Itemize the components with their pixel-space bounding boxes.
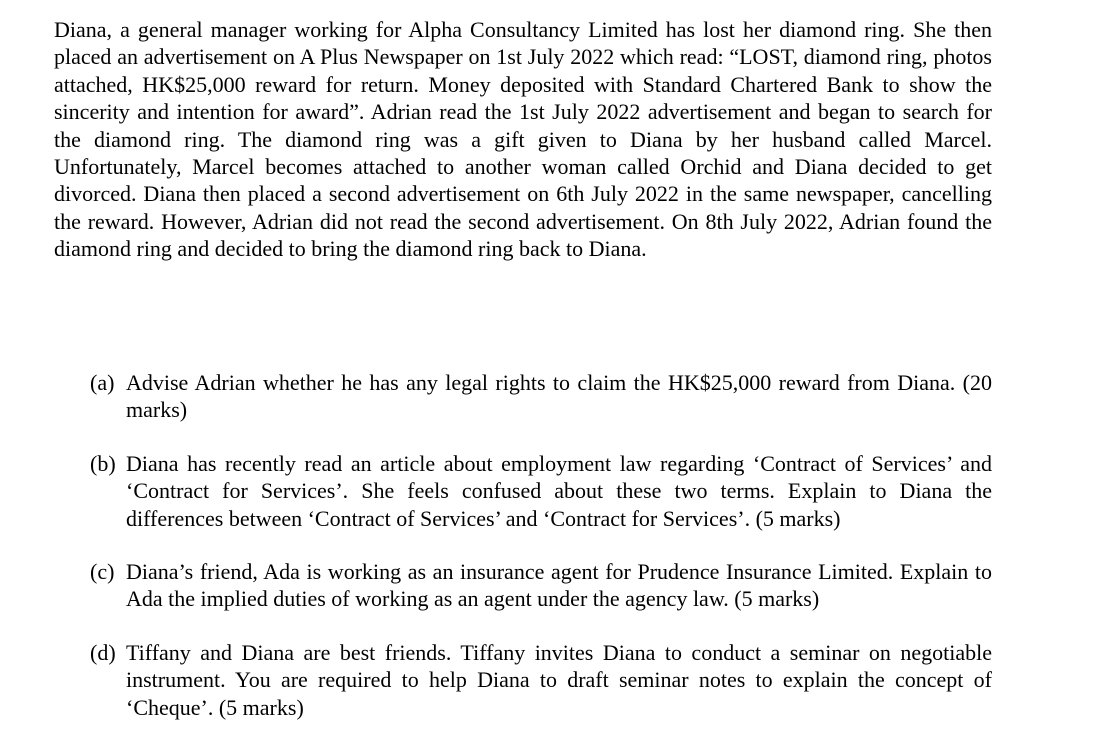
- question-label: (d): [90, 639, 116, 665]
- question-item-a: [90, 369, 992, 424]
- question-label: (a): [90, 370, 115, 395]
- question-label: (c): [90, 559, 115, 585]
- question-item-d: [90, 639, 992, 721]
- question-label: (b): [90, 450, 116, 476]
- question-text: Diana has recently read an article about employment law regarding ‘Contract of Services’ and ‘Contract for Services’. She feels confused about these two terms. Explain to Diana the differences between ‘Contract of Services’ and ‘Contract for Services’. (5 marks): [126, 450, 992, 531]
- question-list: [90, 369, 992, 721]
- question-text: Advise Adrian whether he has any legal rights to claim the HK$25,000 reward from Diana. (20 marks): [126, 370, 992, 423]
- question-item-c: [90, 558, 992, 613]
- question-item-b: [90, 450, 992, 532]
- question-text: Diana’s friend, Ada is working as an insurance agent for Prudence Insurance Limited. Explain to Ada the implied duties of working as an agent under the agency law. (5 marks): [126, 559, 992, 612]
- question-text: Tiffany and Diana are best friends. Tiffany invites Diana to conduct a seminar on negotiable instrument. You are required to help Diana to draft seminar notes to explain the concept of ‘Cheque’. (5 marks): [126, 639, 992, 720]
- case-scenario-paragraph: Diana, a general manager working for Alpha Consultancy Limited has lost her diamond ring. She then placed an advertisement on A Plus Newspaper on 1st July 2022 which read: “LOST, diamond ring, photos attached, HK$25,000 reward for return. Money deposited with Standard Chartered Bank to show the sincerity and intention for award”. Adrian read the 1st July 2022 advertisement and began to search for the diamond ring. The diamond ring was a gift given to Diana by her husband called Marcel. Unfortunately, Marcel becomes attached to another woman called Orchid and Diana decided to get divorced. Diana then placed a second advertisement on 6th July 2022 in the same newspaper, cancelling the reward. However, Adrian did not read the second advertisement. On 8th July 2022, Adrian found the diamond ring and decided to bring the diamond ring back to Diana.: [54, 17, 992, 262]
